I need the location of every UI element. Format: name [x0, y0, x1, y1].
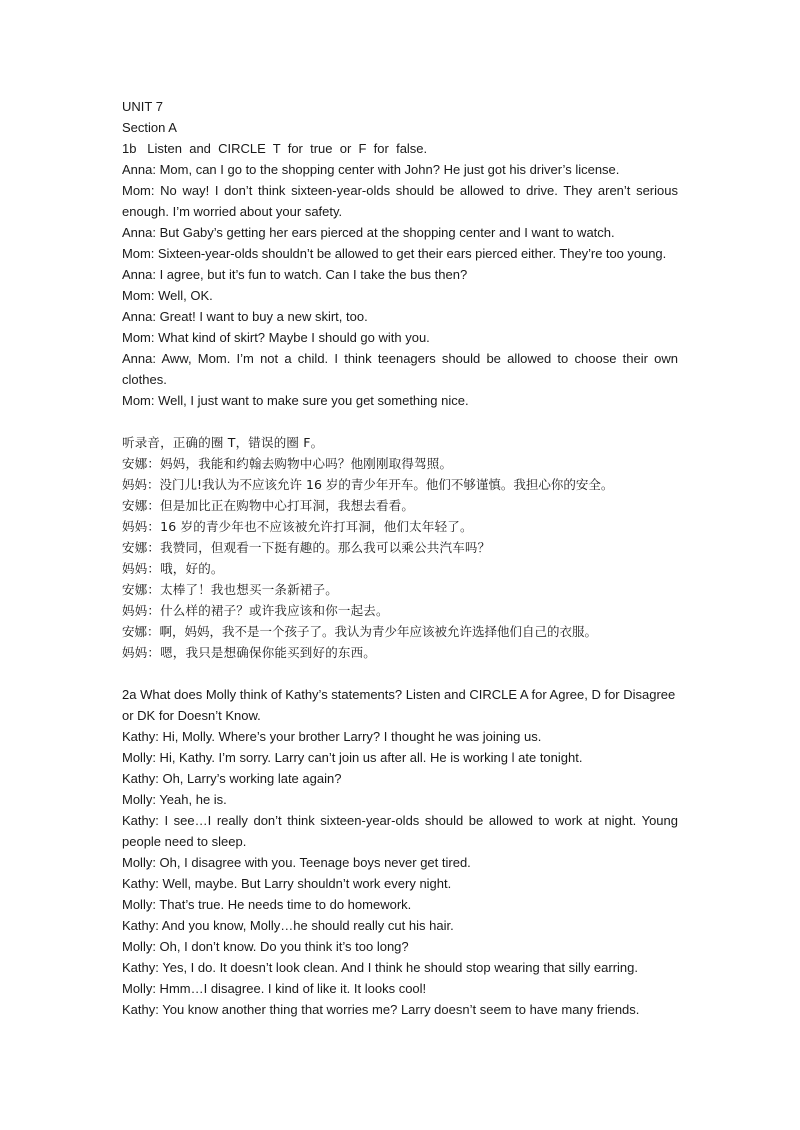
dialogue-line-zh: 安娜：啊，妈妈，我不是一个孩子了。我认为青少年应该被允许选择他们自己的衣服。: [122, 624, 598, 639]
dialogue-line: Mom: What kind of skirt? Maybe I should go with you.: [122, 330, 430, 345]
dialogue-line-zh: 安娜：太棒了！我也想买一条新裙子。: [122, 582, 338, 597]
dialogue-line: Mom: Well, OK.: [122, 288, 213, 303]
dialogue-line: Molly: Yeah, he is.: [122, 792, 227, 807]
dialogue-line-zh: 妈妈：没门儿!我认为不应该允许 16 岁的青少年开车。他们不够谨慎。我担心你的安全。: [122, 477, 614, 492]
dialogue-line: Kathy: Well, maybe. But Larry shouldn’t work every night.: [122, 876, 452, 891]
dialogue-line-zh: 安娜：但是加比正在购物中心打耳洞，我想去看看。: [122, 498, 415, 513]
dialogue-line-zh: 安娜：妈妈，我能和约翰去购物中心吗？他刚刚取得驾照。: [122, 456, 453, 471]
dialogue-line-zh: 妈妈：什么样的裙子？或许我应该和你一起去。: [122, 603, 389, 618]
dialogue-line: Molly: Hi, Kathy. I’m sorry. Larry can’t join us after all. He is working l ate tonight.: [122, 750, 583, 765]
dialogue-line-zh: 妈妈：哦，好的。: [122, 561, 224, 576]
dialogue-line: Kathy: And you know, Molly…he should really cut his hair.: [122, 918, 454, 933]
exercise-1b-instruction: 1b Listen and CIRCLE T for true or F for false.: [122, 141, 428, 156]
dialogue-line: Anna: But Gaby’s getting her ears pierced at the shopping center and I want to watch.: [122, 225, 615, 240]
dialogue-line: Mom: Sixteen-year-olds shouldn’t be allowed to get their ears pierced either. They’re too young.: [122, 246, 667, 261]
spacer: [122, 411, 678, 432]
dialogue-line-zh: 安娜：我赞同，但观看一下挺有趣的。那么我可以乘公共汽车吗？: [122, 540, 491, 555]
dialogue-line: Molly: Hmm…I disagree. I kind of like it. It looks cool!: [122, 981, 427, 996]
dialogue-line: Molly: Oh, I don’t know. Do you think it’s too long?: [122, 939, 409, 954]
unit-heading: UNIT 7: [122, 99, 163, 114]
dialogue-line: Anna: Mom, can I go to the shopping center with John? He just got his driver’s license.: [122, 162, 620, 177]
dialogue-line: Anna: Great! I want to buy a new skirt, too.: [122, 309, 368, 324]
dialogue-line: Kathy: I see…I really don’t think sixteen-year-olds should be allowed to work at night. Young people need to sleep.: [122, 813, 678, 849]
dialogue-line: Kathy: Hi, Molly. Where’s your brother Larry? I thought he was joining us.: [122, 729, 542, 744]
dialogue-line: Kathy: Oh, Larry’s working late again?: [122, 771, 342, 786]
spacer: [122, 663, 678, 684]
dialogue-line: Kathy: You know another thing that worries me? Larry doesn’t seem to have many friends.: [122, 1002, 640, 1017]
dialogue-line-zh: 妈妈：16 岁的青少年也不应该被允许打耳洞，他们太年轻了。: [122, 519, 473, 534]
section-heading: Section A: [122, 120, 177, 135]
document-page: [122, 96, 678, 1020]
dialogue-line: Molly: Oh, I disagree with you. Teenage boys never get tired.: [122, 855, 471, 870]
exercise-1b-instruction-zh: 听录音，正确的圈 T，错误的圈 F。: [122, 435, 324, 450]
dialogue-line: Anna: I agree, but it’s fun to watch. Can I take the bus then?: [122, 267, 468, 282]
dialogue-line: Molly: That’s true. He needs time to do homework.: [122, 897, 412, 912]
dialogue-line: Mom: Well, I just want to make sure you get something nice.: [122, 393, 469, 408]
dialogue-line: Mom: No way! I don’t think sixteen-year-olds should be allowed to drive. They aren’t serious enough. I’m worried about your safety.: [122, 183, 678, 219]
dialogue-line-zh: 妈妈：嗯，我只是想确保你能买到好的东西。: [122, 645, 377, 660]
dialogue-line: Anna: Aww, Mom. I’m not a child. I think teenagers should be allowed to choose their own clothes.: [122, 351, 678, 387]
dialogue-line: Kathy: Yes, I do. It doesn’t look clean. And I think he should stop wearing that silly earring.: [122, 960, 638, 975]
exercise-2a-instruction: 2a What does Molly think of Kathy’s statements? Listen and CIRCLE A for Agree, D for Disagree or DK for Doesn’t Know.: [122, 687, 676, 723]
